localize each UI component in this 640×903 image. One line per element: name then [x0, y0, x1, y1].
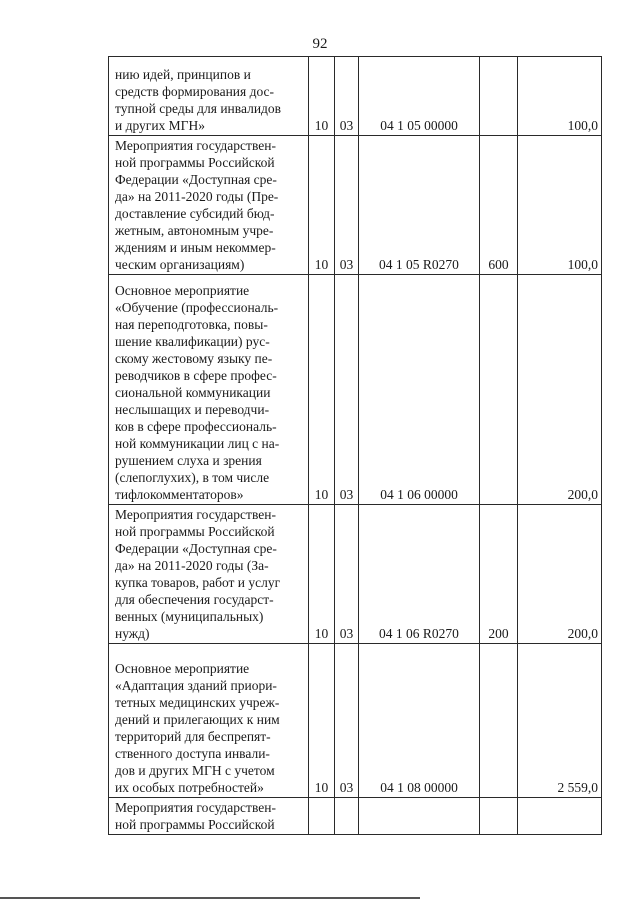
- description-line: территорий для беспрепят-: [115, 729, 271, 744]
- description-line: Основное мероприятие: [115, 661, 250, 676]
- description-line: тетных медицинских учреж-: [115, 695, 280, 710]
- page-number: 92: [312, 36, 328, 52]
- expense-type-code: [480, 57, 518, 136]
- description-line: дов и других МГН с учетом: [115, 763, 275, 778]
- section-code: 10: [309, 275, 335, 505]
- table-row: [109, 798, 602, 835]
- description-line: их особых потребностей»: [115, 780, 264, 795]
- target-article-code: 04 1 05 R0270: [359, 136, 480, 275]
- description-line: нужд): [115, 626, 150, 641]
- expense-type-code: [480, 644, 518, 798]
- description-line: рушением слуха и зрения: [115, 453, 262, 468]
- description-line: «Адаптация зданий приори-: [115, 678, 277, 693]
- subsection-code: 03: [335, 136, 359, 275]
- table-row: [109, 57, 602, 136]
- description-line: Мероприятия государствен-: [115, 138, 276, 153]
- description-line: неслышащих и переводчи-: [115, 402, 270, 417]
- row-description: [109, 275, 309, 505]
- subsection-code: 03: [335, 644, 359, 798]
- description-line: реводчиков в сфере профес-: [115, 368, 277, 383]
- description-line: Мероприятия государствен-: [115, 800, 276, 815]
- description-line: тупной среды для инвалидов: [115, 101, 282, 116]
- row-description: [109, 57, 309, 136]
- table-row: [109, 275, 602, 505]
- subsection-code: 03: [335, 275, 359, 505]
- description-line: ческим организациям): [115, 257, 245, 272]
- row-description: [109, 505, 309, 644]
- description-line: ственного доступа инвали-: [115, 746, 270, 761]
- table-body: [109, 57, 602, 835]
- subsection-code: 03: [335, 57, 359, 136]
- description-line: ной программы Российской: [115, 155, 275, 170]
- row-description: [109, 798, 309, 835]
- description-line: венных (муниципальных): [115, 609, 264, 624]
- description-line: сиональной коммуникации: [115, 385, 271, 400]
- amount-cell: 100,0: [518, 57, 602, 136]
- description-line: жетным, автономным учре-: [115, 223, 274, 238]
- description-line: ков в сфере профессиональ-: [115, 419, 277, 434]
- table-row: [109, 136, 602, 275]
- subsection-code: [335, 798, 359, 835]
- section-code: 10: [309, 644, 335, 798]
- description-line: нию идей, принципов и: [115, 67, 251, 82]
- amount-cell: 100,0: [518, 136, 602, 275]
- description-line: ной программы Российской: [115, 524, 275, 539]
- description-line: (слепоглухих), в том числе: [115, 470, 270, 485]
- description-line: ная переподготовка, повы-: [115, 317, 268, 332]
- description-line: доставление субсидий бюд-: [115, 206, 275, 221]
- description-line: купка товаров, работ и услуг: [115, 575, 281, 590]
- page-bottom-line: [0, 897, 420, 899]
- row-description: [109, 136, 309, 275]
- description-line: средств формирования дос-: [115, 84, 275, 99]
- description-line: дений и прилегающих к ним: [115, 712, 280, 727]
- description-line: для обеспечения государст-: [115, 592, 274, 607]
- description-line: «Обучение (профессиональ-: [115, 300, 279, 315]
- description-line: Федерации «Доступная сре-: [115, 541, 277, 556]
- expense-type-code: [480, 798, 518, 835]
- expense-type-code: 600: [480, 136, 518, 275]
- description-line: Мероприятия государствен-: [115, 507, 276, 522]
- table-row: [109, 644, 602, 798]
- section-code: 10: [309, 505, 335, 644]
- section-code: [309, 798, 335, 835]
- section-code: 10: [309, 57, 335, 136]
- description-line: и других МГН»: [115, 118, 205, 133]
- description-line: Федерации «Доступная сре-: [115, 172, 277, 187]
- amount-cell: [518, 798, 602, 835]
- amount-cell: 2 559,0: [518, 644, 602, 798]
- target-article-code: 04 1 05 00000: [359, 57, 480, 136]
- amount-cell: 200,0: [518, 275, 602, 505]
- table-row: [109, 505, 602, 644]
- description-line: Основное мероприятие: [115, 283, 250, 298]
- target-article-code: 04 1 08 00000: [359, 644, 480, 798]
- description-line: ждениям и иным некоммер-: [115, 240, 276, 255]
- expense-type-code: 200: [480, 505, 518, 644]
- target-article-code: [359, 798, 480, 835]
- row-description: [109, 644, 309, 798]
- amount-cell: 200,0: [518, 505, 602, 644]
- target-article-code: 04 1 06 00000: [359, 275, 480, 505]
- description-line: ной коммуникации лиц с на-: [115, 436, 280, 451]
- subsection-code: 03: [335, 505, 359, 644]
- description-line: шение квалификации) рус-: [115, 334, 270, 349]
- description-line: ной программы Российской: [115, 817, 275, 832]
- description-line: скому жестовому языку пе-: [115, 351, 273, 366]
- budget-table: [108, 56, 602, 835]
- description-line: тифлокомментаторов»: [115, 487, 244, 502]
- expense-type-code: [480, 275, 518, 505]
- description-line: да» на 2011-2020 годы (За-: [115, 558, 269, 573]
- target-article-code: 04 1 06 R0270: [359, 505, 480, 644]
- section-code: 10: [309, 136, 335, 275]
- description-line: да» на 2011-2020 годы (Пре-: [115, 189, 279, 204]
